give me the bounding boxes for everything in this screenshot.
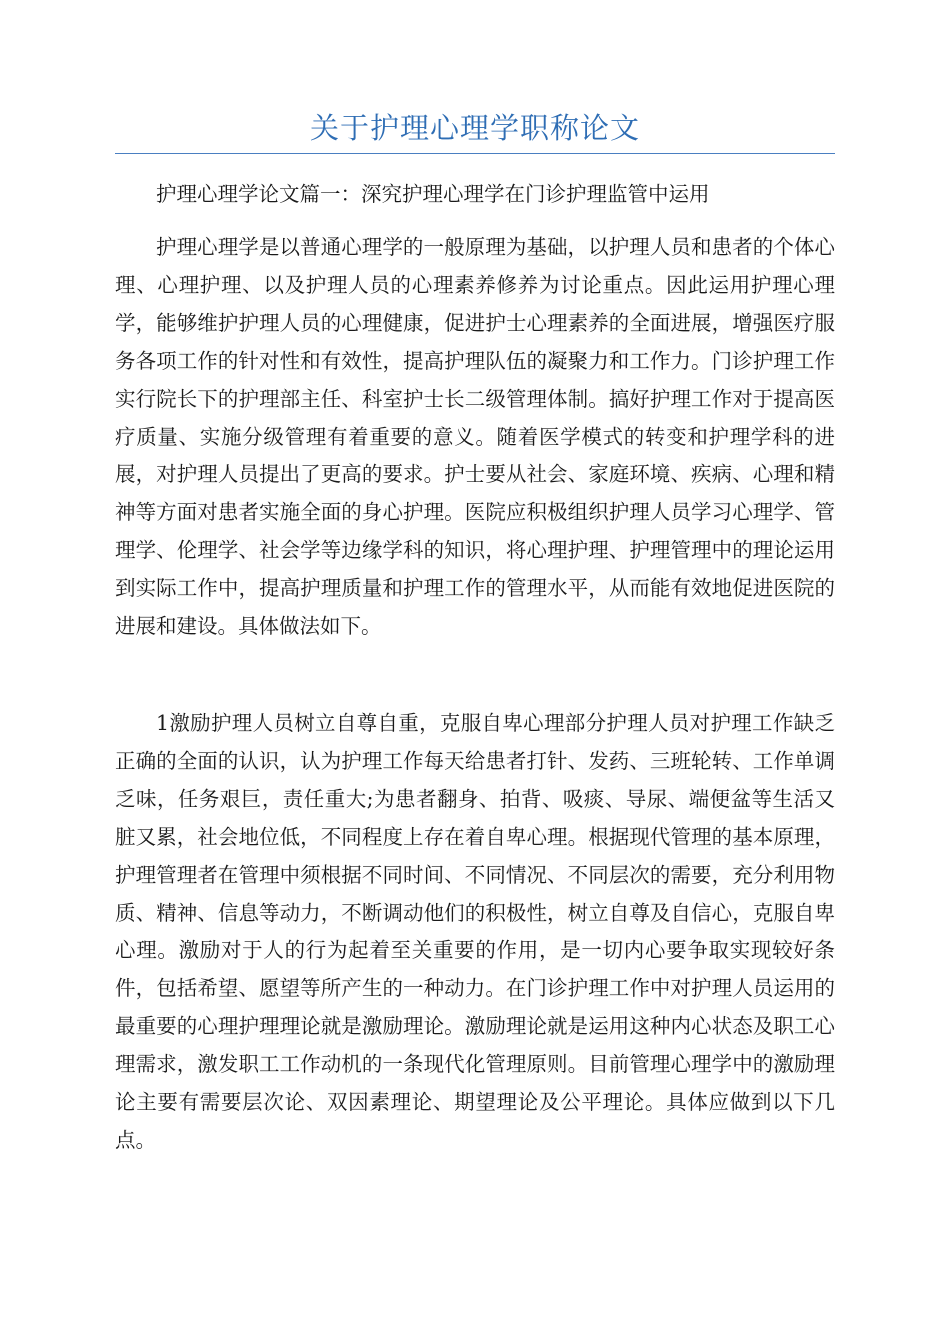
title-underline-divider: [115, 153, 835, 154]
document-title: 关于护理心理学职称论文: [309, 111, 640, 145]
body-paragraph-1: 护理心理学是以普通心理学的一般原理为基础，以护理人员和患者的个体心理、心理护理、以及护理人员的心理素养修养为讨论重点。因此运用护理心理学，能够维护护理人员的心理健康，促进护士心理素养的全面进展，增强医疗服务各项工作的针对性和有效性，提高护理队伍的凝聚力和工作力。门诊护理工作实行院长下的护理部主任、科室护士长二级管理体制。搞好护理工作对于提高医疗质量、实施分级管理有着重要的意义。随着医学模式的转变和护理学科的进展，对护理人员提出了更高的要求。护士要从社会、家庭环境、疾病、心理和精神等方面对患者实施全面的身心护理。医院应积极组织护理人员学习心理学、管理学、伦理学、社会学等边缘学科的知识，将心理护理、护理管理中的理论运用到实际工作中，提高护理质量和护理工作的管理水平，从而能有效地促进医院的进展和建设。具体做法如下。: [115, 235, 835, 639]
body-paragraph-2: 1激励护理人员树立自尊自重，克服自卑心理部分护理人员对护理工作缺乏正确的全面的认识，认为护理工作每天给患者打针、发药、三班轮转、工作单调乏味，任务艰巨，责任重大;为患者翻身、拍背、吸痰、导尿、端便盆等生活又脏又累，社会地位低，不同程度上存在着自卑心理。根据现代管理的基本原理，护理管理者在管理中须根据不同时间、不同情况、不同层次的需要，充分利用物质、精神、信息等动力，不断调动他们的积极性，树立自尊及自信心，克服自卑心理。激励对于人的行为起着至关重要的作用，是一切内心要争取实现较好条件，包括希望、愿望等所产生的一种动力。在门诊护理工作中对护理人员运用的最重要的心理护理理论就是激励理论。激励理论就是运用这种内心状态及职工心理需求，激发职工工作动机的一条现代化管理原则。目前管理心理学中的激励理论主要有需要层次论、双因素理论、期望理论及公平理论。具体应做到以下几点。: [115, 711, 835, 1152]
section-subheading: 护理心理学论文篇一：深究护理心理学在门诊护理监管中运用: [156, 182, 710, 206]
